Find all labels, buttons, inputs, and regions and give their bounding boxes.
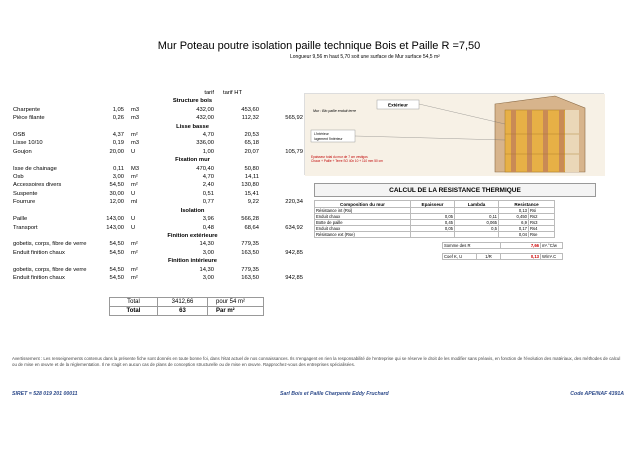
item-unit-price: 336,00 xyxy=(196,140,214,147)
item-unit: U xyxy=(131,224,136,231)
table-row xyxy=(12,240,304,248)
item-quantity: 143,00 xyxy=(106,216,124,223)
layer-lambda: 0,11 xyxy=(455,214,499,220)
item-quantity: 4,37 xyxy=(112,132,124,139)
layer-resistance: 0,13 xyxy=(499,208,529,214)
item-unit: U xyxy=(131,148,136,155)
footer-code: Code APE/NAF 4391A xyxy=(570,391,624,397)
layer-symbol: Rs3 xyxy=(529,220,555,226)
spacer-cell xyxy=(12,97,97,105)
item-section-total: 220,34 xyxy=(285,199,303,206)
item-line-total: 20,07 xyxy=(244,148,259,155)
section-title: Isolation xyxy=(180,207,205,214)
item-quantity: 0,26 xyxy=(112,115,124,122)
item-name: Osb xyxy=(13,174,24,181)
item-section-total xyxy=(260,240,304,248)
item-unit: ml xyxy=(131,199,138,206)
spacer-cell xyxy=(97,257,125,265)
label-caption: Mur : Bio paille enduit terre xyxy=(313,109,356,113)
layer-symbol: Rs2 xyxy=(529,214,555,220)
layer-name: Résistance ext (Rse) xyxy=(315,232,411,238)
spacer-cell xyxy=(97,156,125,164)
item-unit: m² xyxy=(131,241,138,248)
spacer-cell xyxy=(12,257,97,265)
item-name: gobetis, corps, fibre de verre xyxy=(13,241,87,248)
spacer-cell xyxy=(260,207,304,215)
column-header xyxy=(125,89,170,97)
table-row xyxy=(12,173,304,181)
item-quantity: 30,00 xyxy=(109,190,124,197)
table-row xyxy=(12,114,304,122)
sum-value: 7,66 xyxy=(501,243,541,249)
thermal-u-table xyxy=(442,253,563,260)
thermal-header: Composition du mur xyxy=(315,201,411,208)
layer-symbol: Rsi xyxy=(529,208,555,214)
thermal-header: Epaisseur xyxy=(411,201,455,208)
item-unit-price: 14,30 xyxy=(199,266,214,273)
item-unit: U xyxy=(131,190,136,197)
table-row xyxy=(12,224,304,232)
thermal-title: CALCUL DE LA RESISTANCE THERMIQUE xyxy=(314,183,596,197)
layer-thickness: 0,05 xyxy=(411,214,455,220)
layer-name: Botte de paille xyxy=(315,220,411,226)
table-row xyxy=(12,190,304,198)
item-name: Transport xyxy=(13,224,38,231)
column-header: tarif xyxy=(204,90,214,96)
item-quantity: 3,00 xyxy=(112,174,124,181)
item-unit: m3 xyxy=(131,106,140,113)
table-row xyxy=(12,181,304,189)
sum-label: Somme des R xyxy=(443,243,501,249)
column-header xyxy=(97,89,125,97)
item-unit-price: 1,00 xyxy=(202,148,214,155)
section-header-row xyxy=(12,156,304,164)
layer-resistance: 0,17 xyxy=(499,226,529,232)
summary-label: Total xyxy=(110,298,158,307)
item-line-total: 779,35 xyxy=(241,241,259,248)
item-unit-price: 14,30 xyxy=(199,241,214,248)
item-unit-price: 3,96 xyxy=(202,216,214,223)
item-unit-price: 470,40 xyxy=(196,165,214,172)
spacer-cell xyxy=(260,97,304,105)
spacer-cell xyxy=(12,207,97,215)
item-unit-price: 3,00 xyxy=(202,274,214,281)
item-section-total xyxy=(260,165,304,173)
item-line-total: 566,28 xyxy=(241,216,259,223)
cost-table xyxy=(12,89,304,282)
label-interior-note: lugement l'intérieur xyxy=(314,137,343,141)
wall-section-drawing xyxy=(305,94,605,176)
item-line-total: 163,50 xyxy=(241,249,259,256)
item-quantity: 54,50 xyxy=(109,241,124,248)
summary-value: 3412,66 xyxy=(158,298,208,307)
item-name: Enduit finition chaux xyxy=(13,249,65,256)
spacer-cell xyxy=(260,257,304,265)
item-unit-price: 432,00 xyxy=(196,106,214,113)
u-label: Coef K, U xyxy=(443,254,477,260)
u-value: 0,13 xyxy=(501,254,541,260)
item-line-total: 50,80 xyxy=(244,165,259,172)
column-header xyxy=(260,89,304,97)
spacer-cell xyxy=(260,123,304,131)
item-section-total xyxy=(260,215,304,223)
footer-siret: SIRET = 528 019 201 00011 xyxy=(12,391,78,397)
page-title: Mur Poteau poutre isolation paille technique Bois et Paille R =7,50 xyxy=(157,40,481,52)
item-name: Isse de chainage xyxy=(13,165,57,172)
layer-resistance: 0,450 xyxy=(499,214,529,220)
item-unit-price: 4,70 xyxy=(202,174,214,181)
summary-label: Total xyxy=(110,307,158,316)
table-row xyxy=(12,215,304,223)
column-header xyxy=(12,89,97,97)
thermal-u-row xyxy=(443,254,563,260)
label-interior: L'intérieur xyxy=(314,132,329,136)
spacer-cell xyxy=(12,156,97,164)
spacer-cell xyxy=(97,123,125,131)
item-unit-price: 0,51 xyxy=(202,190,214,197)
item-unit-price: 432,00 xyxy=(196,115,214,122)
layer-resistance: 6,9 xyxy=(499,220,529,226)
section-header-row xyxy=(12,123,304,131)
summary-unit: pour 54 m² xyxy=(208,298,264,307)
item-section-total xyxy=(260,139,304,147)
spacer-cell xyxy=(12,123,97,131)
item-section-total xyxy=(260,266,304,274)
item-section-total: 942,85 xyxy=(285,274,303,281)
thermal-sum-table xyxy=(442,242,563,249)
item-section-total xyxy=(260,190,304,198)
item-section-total xyxy=(260,106,304,114)
spacer-cell xyxy=(97,232,125,240)
item-unit: U xyxy=(131,216,136,223)
section-title: Finition extérieure xyxy=(167,232,218,239)
layer-lambda xyxy=(455,232,499,238)
layer-resistance: 0,04 xyxy=(499,232,529,238)
summary-value: 63 xyxy=(158,307,208,316)
item-line-total: 112,32 xyxy=(241,115,259,122)
item-quantity: 20,00 xyxy=(109,148,124,155)
section-title: Fixation mur xyxy=(175,157,210,164)
spacer-cell xyxy=(260,232,304,240)
layer-name: Enduit chaux xyxy=(315,214,411,220)
item-line-total: 9,22 xyxy=(247,199,259,206)
section-title: Structure bois xyxy=(172,98,213,105)
wall-section-figure xyxy=(304,93,604,175)
table-row xyxy=(12,266,304,274)
layer-lambda: 0,5 xyxy=(455,226,499,232)
section-header-row xyxy=(12,232,304,240)
item-unit: m² xyxy=(131,182,138,189)
item-name: OSB xyxy=(13,132,26,139)
section-header-row xyxy=(12,207,304,215)
item-quantity: 54,50 xyxy=(109,274,124,281)
table-row xyxy=(12,198,304,206)
layer-thickness: 0,45 xyxy=(411,220,455,226)
item-quantity: 54,50 xyxy=(109,266,124,273)
item-line-total: 14,11 xyxy=(244,174,259,181)
u-formula: 1/R xyxy=(477,254,501,260)
section-header-row xyxy=(12,257,304,265)
spacer-cell xyxy=(97,207,125,215)
item-quantity: 143,00 xyxy=(106,224,124,231)
item-line-total: 130,80 xyxy=(241,182,259,189)
item-name: Fourrure xyxy=(13,199,36,206)
item-line-total: 163,50 xyxy=(241,274,259,281)
layer-symbol: Rs4 xyxy=(529,226,555,232)
item-unit-price: 0,48 xyxy=(202,224,214,231)
item-section-total: 105,79 xyxy=(285,148,303,155)
item-name: Paille xyxy=(13,216,28,223)
thermal-row xyxy=(315,232,555,238)
table-row xyxy=(12,131,304,139)
item-unit-price: 3,00 xyxy=(202,249,214,256)
thermal-resistance-panel xyxy=(314,183,596,303)
section-header-row xyxy=(12,97,304,105)
layer-thickness xyxy=(411,232,455,238)
item-unit-price: 2,40 xyxy=(202,182,214,189)
item-unit: m² xyxy=(131,266,138,273)
column-header: tarif HT xyxy=(223,90,243,96)
spacer-cell xyxy=(97,97,125,105)
item-line-total: 453,60 xyxy=(241,106,259,113)
sum-unit: m².°C/w xyxy=(541,243,563,249)
spacer-cell xyxy=(12,232,97,240)
disclaimer-text: Avertissement : Les renseignements contenus dans la présente fiche sont donnés en toute bonne foi, dans l'état actuel de nos connaissances. Ils n'engagent en rien la responsabilité de l'entreprise qui se réserve le droit de les modifier sans préavis, en fonction de l'évolution des matériaux, des méthodes de calcul ou de mise en œuvre et de la réglementation. Il ne s'agit en aucun cas de plans de conception structurelle ou de mise en œuvre. Rapprochez-vous des entreprises spécialisées. xyxy=(12,356,621,367)
layer-symbol: Rse xyxy=(529,232,555,238)
layer-name: Enduit chaux xyxy=(315,226,411,232)
item-line-total: 15,41 xyxy=(244,190,259,197)
item-line-total: 68,64 xyxy=(244,224,259,231)
item-unit-price: 0,77 xyxy=(202,199,214,206)
item-quantity: 1,05 xyxy=(112,106,124,113)
item-quantity: 12,00 xyxy=(109,199,124,206)
thermal-sum-row xyxy=(443,243,563,249)
summary-row-per-m2 xyxy=(110,307,264,316)
item-line-total: 65,18 xyxy=(244,140,259,147)
item-unit: m² xyxy=(131,249,138,256)
table-row xyxy=(12,249,304,257)
item-name: Accessoires divers xyxy=(13,182,62,189)
item-quantity: 54,50 xyxy=(109,249,124,256)
item-line-total: 779,35 xyxy=(241,266,259,273)
item-unit: m² xyxy=(131,174,138,181)
item-name: Pièce filante xyxy=(13,115,45,122)
table-row xyxy=(12,274,304,282)
item-section-total: 565,92 xyxy=(285,115,303,122)
item-section-total xyxy=(260,173,304,181)
table-header-row xyxy=(12,89,304,97)
summary-table xyxy=(109,297,264,316)
item-unit: m3 xyxy=(131,115,140,122)
page-subtitle: Longueur 9,56 m haut 5,70 soit une surface de Mur surface 54,5 m² xyxy=(290,54,440,60)
item-name: Enduit finition chaux xyxy=(13,274,65,281)
thermal-header: Lambda xyxy=(455,201,499,208)
u-unit: W/m².C xyxy=(541,254,563,260)
table-row xyxy=(12,106,304,114)
thermal-header-row xyxy=(315,201,555,208)
item-name: Lisse 10/10 xyxy=(13,140,43,147)
table-row xyxy=(12,165,304,173)
item-unit: m3 xyxy=(131,140,140,147)
item-quantity: 0,11 xyxy=(113,165,124,172)
item-line-total: 20,53 xyxy=(244,132,259,139)
item-name: Goujon xyxy=(13,148,32,155)
item-unit-price: 4,70 xyxy=(202,132,214,139)
section-title: Lisse basse xyxy=(176,123,209,130)
table-row xyxy=(12,148,304,156)
label-exterior: Extérieur xyxy=(388,102,408,108)
item-name: gobetis, corps, fibre de verre xyxy=(13,266,87,273)
item-section-total: 942,85 xyxy=(285,249,303,256)
table-row xyxy=(12,139,304,147)
item-section-total: 634,92 xyxy=(285,224,303,231)
item-unit: M3 xyxy=(131,165,140,172)
footer-company: Sarl Bois et Paille Charpente Eddy Fruchard xyxy=(280,391,389,397)
layer-thickness: 0,05 xyxy=(411,226,455,232)
item-unit: m² xyxy=(131,274,138,281)
item-name: Suspente xyxy=(13,190,38,197)
summary-unit: Par m² xyxy=(208,307,264,316)
item-quantity: 0,19 xyxy=(112,140,124,147)
item-unit: m² xyxy=(131,132,138,139)
item-section-total xyxy=(260,181,304,189)
item-name: Charpente xyxy=(13,106,41,113)
layer-name: Résistance int (Rsi) xyxy=(315,208,411,214)
label-thickness-note: Epaisseur total du mur de 7 cm vestigos Chaux + Paille + Terre SO 40x 10 + 110 mm 50 cm xyxy=(311,155,383,163)
thermal-table xyxy=(314,200,555,238)
spacer-cell xyxy=(260,156,304,164)
item-section-total xyxy=(260,131,304,139)
section-title: Finition intérieure xyxy=(168,258,217,265)
item-quantity: 54,50 xyxy=(109,182,124,189)
layer-lambda: 0,065 xyxy=(455,220,499,226)
summary-row-total xyxy=(110,298,264,307)
thermal-header: Resistance xyxy=(499,201,555,208)
